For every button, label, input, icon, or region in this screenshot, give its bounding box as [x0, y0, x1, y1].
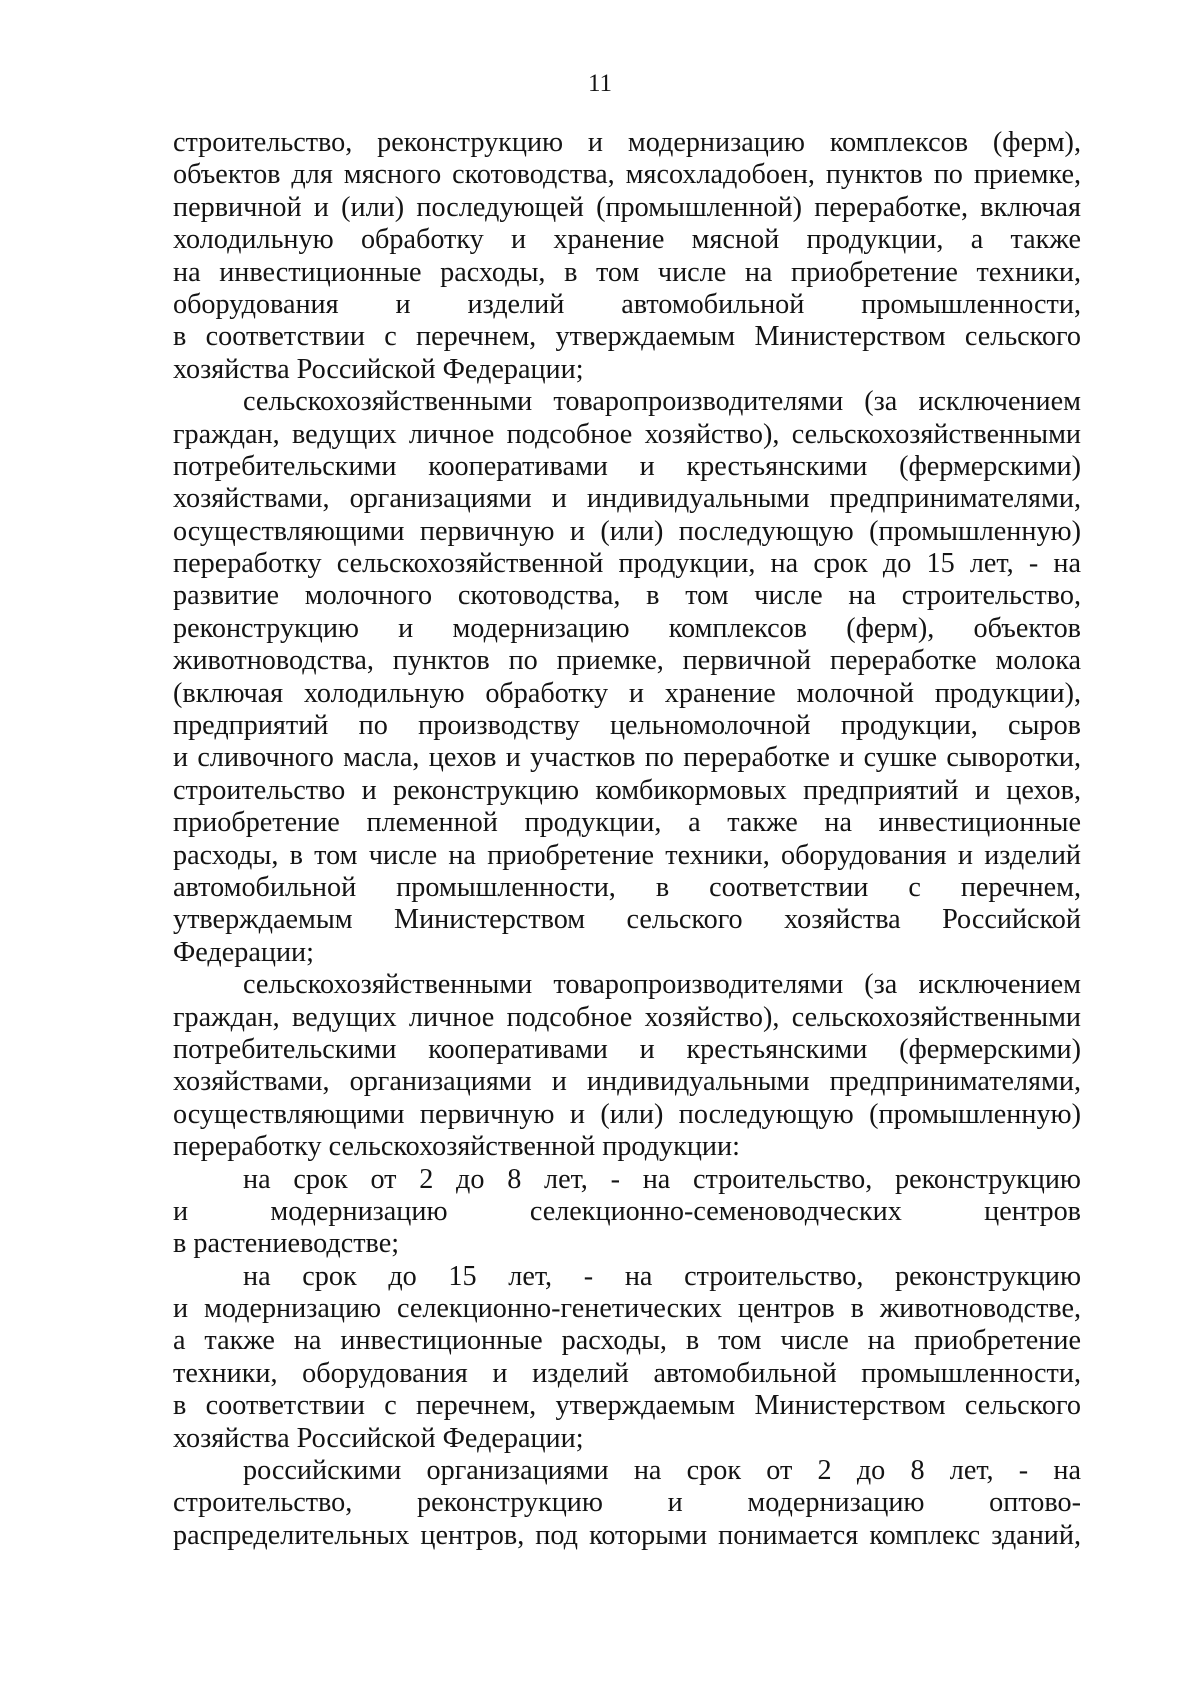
text-line: (включая холодильную обработку и хранение молочной продукции),	[173, 677, 1081, 709]
text-line: автомобильной промышленности, в соответствии с перечнем,	[173, 871, 1081, 903]
text-line: в соответствии с перечнем, утверждаемым Министерством сельского	[173, 321, 1081, 353]
text-line: на инвестиционные расходы, в том числе на приобретение техники,	[173, 256, 1081, 288]
text-line: переработку сельскохозяйственной продукции:	[173, 1131, 740, 1163]
text-line: распределительных центров, под которыми понимается комплекс зданий,	[173, 1519, 1081, 1551]
text-line: строительство и реконструкцию комбикормовых предприятий и цехов,	[173, 774, 1081, 806]
text-line: развитие молочного скотоводства, в том числе на строительство,	[173, 580, 1081, 612]
text-line: предприятий по производству цельномолочной продукции, сыров	[173, 710, 1081, 742]
paragraph	[173, 386, 1081, 969]
text-line: граждан, ведущих личное подсобное хозяйство), сельскохозяйственными	[173, 1001, 1081, 1033]
text-line: на срок до 15 лет, - на строительство, реконструкцию	[243, 1260, 1081, 1292]
text-line: хозяйства Российской Федерации;	[173, 1422, 584, 1454]
text-line: объектов для мясного скотоводства, мясохладобоен, пунктов по приемке,	[173, 159, 1081, 191]
text-line: и модернизацию селекционно-генетических центров в животноводстве,	[173, 1293, 1081, 1325]
text-line: и модернизацию селекционно-семеноводческих центров	[173, 1195, 1081, 1227]
text-line: российскими организациями на срок от 2 до 8 лет, - на	[243, 1455, 1081, 1487]
text-line: строительство, реконструкцию и модернизацию оптово-	[173, 1487, 1081, 1519]
text-line: осуществляющими первичную и (или) последующую (промышленную)	[173, 1098, 1081, 1130]
text-line: потребительскими кооперативами и крестьянскими (фермерскими)	[173, 450, 1081, 482]
paragraph	[173, 1455, 1081, 1552]
text-line: животноводства, пунктов по приемке, первичной переработке молока	[173, 645, 1081, 677]
text-line: Федерации;	[173, 936, 314, 968]
paragraph	[173, 127, 1081, 386]
text-line: потребительскими кооперативами и крестьянскими (фермерскими)	[173, 1033, 1081, 1065]
text-line: в соответствии с перечнем, утверждаемым Министерством сельского	[173, 1390, 1081, 1422]
text-line: приобретение племенной продукции, а также на инвестиционные	[173, 807, 1081, 839]
document-body	[173, 127, 1081, 1552]
paragraph	[173, 969, 1081, 1163]
text-line: холодильную обработку и хранение мясной продукции, а также	[173, 224, 1081, 256]
paragraph	[173, 1164, 1081, 1261]
text-line: сельскохозяйственными товаропроизводителями (за исключением	[243, 969, 1081, 1001]
text-line: хозяйствами, организациями и индивидуальными предпринимателями,	[173, 483, 1081, 515]
text-line: строительство, реконструкцию и модернизацию комплексов (ферм),	[173, 127, 1081, 158]
text-line: расходы, в том числе на приобретение техники, оборудования и изделий	[173, 839, 1081, 871]
paragraph	[173, 1261, 1081, 1455]
text-line: хозяйства Российской Федерации;	[173, 353, 584, 385]
text-line: в растениеводстве;	[173, 1228, 400, 1260]
text-line: осуществляющими первичную и (или) последующую (промышленную)	[173, 515, 1081, 547]
text-line: на срок от 2 до 8 лет, - на строительство, реконструкцию	[243, 1163, 1081, 1195]
page-number: 11	[587, 70, 613, 97]
text-line: реконструкцию и модернизацию комплексов (ферм), объектов	[173, 612, 1081, 644]
text-line: сельскохозяйственными товаропроизводителями (за исключением	[243, 386, 1081, 418]
text-line: хозяйствами, организациями и индивидуальными предпринимателями,	[173, 1066, 1081, 1098]
text-line: техники, оборудования и изделий автомобильной промышленности,	[173, 1357, 1081, 1389]
text-line: первичной и (или) последующей (промышленной) переработке, включая	[173, 191, 1081, 223]
text-line: утверждаемым Министерством сельского хозяйства Российской	[173, 904, 1081, 936]
text-line: переработку сельскохозяйственной продукции, на срок до 15 лет, - на	[173, 548, 1081, 580]
text-line: граждан, ведущих личное подсобное хозяйство), сельскохозяйственными	[173, 418, 1081, 450]
text-line: оборудования и изделий автомобильной промышленности,	[173, 288, 1081, 320]
text-line: и сливочного масла, цехов и участков по переработке и сушке сыворотки,	[173, 742, 1081, 774]
text-line: а также на инвестиционные расходы, в том числе на приобретение	[173, 1325, 1081, 1357]
